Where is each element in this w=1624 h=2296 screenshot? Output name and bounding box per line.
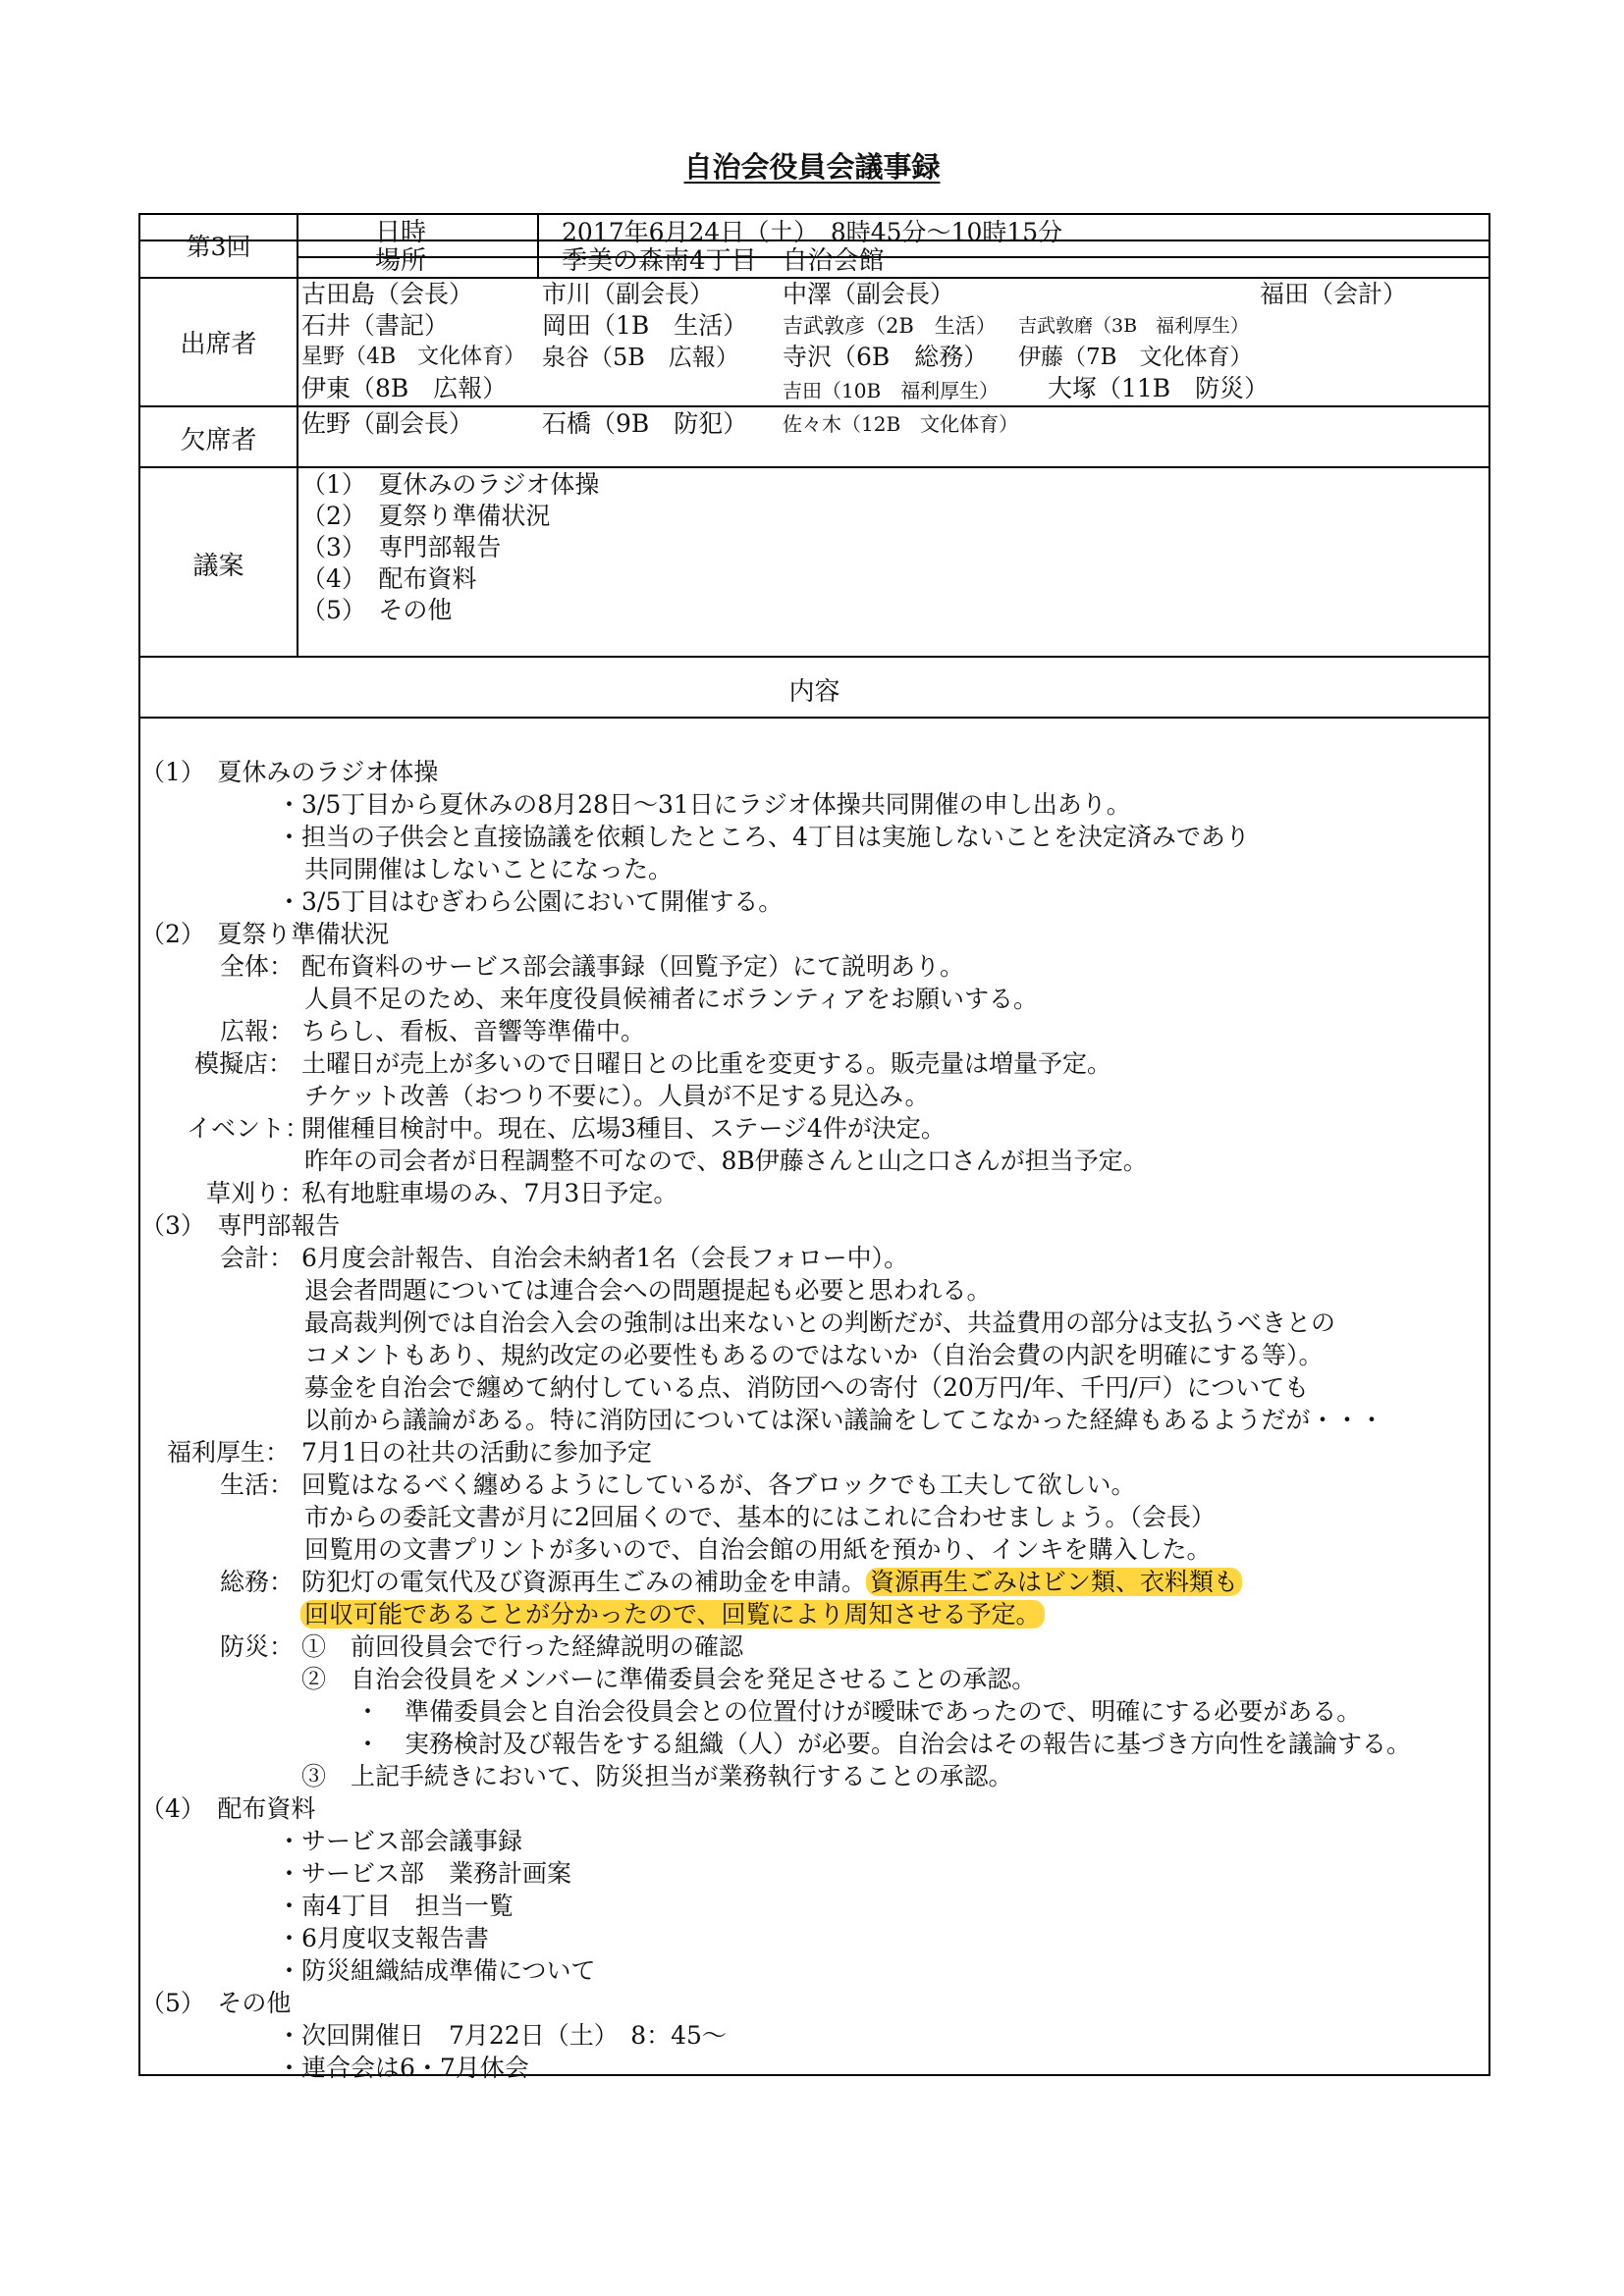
text-line: ② 自治会役員をメンバーに準備委員会を発足させることの承認。 (301, 1665, 1037, 1693)
bullet-line: ・担当の子供会と直接協議を依頼したところ、4丁目は実施しないことを決定済みであり (277, 823, 1250, 851)
agenda-label: 議案 (192, 552, 244, 581)
bullet-line: ・3/5丁目はむぎわら公園において開催する。 (277, 887, 784, 916)
item-label: 全体： (220, 952, 295, 981)
text-line (300, 1598, 1045, 1630)
text-line: チケット改善（おつり不要に）。人員が不足する見込み。 (304, 1082, 930, 1110)
text-line: ③ 上記手続きにおいて、防災担当が業務執行することの承認。 (301, 1762, 1013, 1790)
attendees-label: 出席者 (180, 330, 257, 359)
attendee: 岡田（1B 生活） (542, 311, 748, 340)
text-line: 市からの委託文書が月に2回届くので、基本的にはこれに合わせましょう。（会長） (304, 1503, 1216, 1531)
attendee: 吉武敦磨（3B 福利厚生） (1018, 315, 1250, 337)
section-heading: （1） 夏休みのラジオ体操 (140, 758, 439, 786)
attendee: 伊藤（7B 文化体育） (1018, 345, 1253, 370)
text-line: 開催種目検討中。現在、広場3種目、ステージ4件が決定。 (301, 1114, 946, 1143)
bullet-line: ・3/5丁目から夏休みの8月28日～31日にラジオ体操共同開催の申し出あり。 (277, 790, 1131, 819)
date-value: 2017年6月24日（土） 8時45分～10時15分 (562, 218, 1063, 246)
text-line: 回覧はなるべく纏めるようにしているが、各ブロックでも工夫して欲しい。 (301, 1470, 1136, 1499)
text-line: 昨年の司会者が日程調整不可なので、8B伊藤さんと山之口さんが担当予定。 (304, 1147, 1148, 1175)
bullet-line: ・ 準備委員会と自治会役員会との位置付けが曖昧であったので、明確にする必要がある。 (355, 1697, 1362, 1726)
attendee: 吉武敦彦（2B 生活） (783, 314, 997, 338)
attendee: 中澤（副会長） (783, 280, 955, 308)
absentee: 佐野（副会長） (301, 409, 474, 438)
text-line: コメントもあり、規約改定の必要性もあるのではないか（自治会費の内訳を明確にする等）。 (304, 1341, 1324, 1369)
attendee: 伊東（8B 広報） (301, 374, 508, 402)
section-heading: （2） 夏祭り準備状況 (140, 920, 390, 948)
text-line: 配布資料のサービス部会議事録（回覧予定）にて説明あり。 (301, 952, 965, 981)
text-line: ① 前回役員会で行った経緯説明の確認 (301, 1632, 744, 1661)
bullet-line: ・サービス部 業務計画案 (277, 1859, 572, 1888)
item-label: 草刈り： (206, 1179, 305, 1207)
text-line: 土曜日が売上が多いので日曜日との比重を変更する。販売量は増量予定。 (301, 1049, 1112, 1078)
attendee: 大塚（11B 防災） (1048, 374, 1270, 402)
item-label: 模擬店： (194, 1049, 294, 1078)
attendee: 古田島（会長） (301, 280, 474, 308)
item-label: 会計： (220, 1244, 295, 1272)
bullet-line: ・ 実務検討及び報告をする組織（人）が必要。自治会はその報告に基づき方向性を議論する。 (355, 1730, 1412, 1758)
attendee: 吉田（10B 福利厚生） (783, 379, 1000, 402)
highlighted-text: 回収可能であることが分かったので、回覧により周知させる予定。 (300, 1600, 1045, 1629)
agenda-item: （4） 配布資料 (301, 564, 477, 593)
date-label: 日時 (375, 218, 427, 247)
text-line: 募金を自治会で纏めて納付している点、消防団への寄付（20万円/年、千円/戸）についても (304, 1373, 1310, 1402)
section-heading: （4） 配布資料 (140, 1794, 316, 1823)
agenda-item: （3） 専門部報告 (301, 533, 502, 561)
section-heading: （3） 専門部報告 (140, 1211, 341, 1240)
section-heading: （5） その他 (140, 1989, 292, 2017)
bullet-line: ・連合会は6・7月休会 (277, 2054, 529, 2082)
attendee: 泉谷（5B 広報） (542, 344, 739, 371)
bullet-line: ・南4丁目 担当一覧 (277, 1892, 514, 1920)
attendee: 石井（書記） (301, 311, 450, 340)
absentee: 佐々木（12B 文化体育） (783, 412, 1019, 436)
agenda-item: （1） 夏休みのラジオ体操 (301, 470, 600, 499)
document-title: 自治会役員会議事録 (683, 150, 941, 184)
text-line: 共同開催はしないことになった。 (304, 855, 674, 883)
item-label: 生活： (220, 1470, 295, 1499)
text-line: 以前から議論がある。特に消防団については深い議論をしてこなかった経緯もあるようだが・・・ (304, 1406, 1384, 1434)
attendee: 市川（副会長） (542, 280, 715, 308)
meeting-number: 第3回 (186, 233, 251, 261)
subsidy-text: 防犯灯の電気代及び資源再生ごみの補助金を申請。 (301, 1568, 867, 1596)
bullet-line: ・6月度収支報告書 (277, 1924, 489, 1952)
item-label: イベント： (187, 1114, 310, 1143)
agenda-item: （2） 夏祭り準備状況 (301, 502, 551, 530)
bullet-line: ・防災組織結成準備について (277, 1956, 596, 1985)
text-line: 私有地駐車場のみ、7月3日予定。 (301, 1179, 678, 1207)
text-line (301, 1566, 1242, 1598)
text-line: 7月1日の社共の活動に参加予定 (301, 1438, 652, 1467)
absentees-label: 欠席者 (180, 426, 257, 455)
bullet-line: ・サービス部会議事録 (277, 1827, 523, 1855)
attendee: 福田（会計） (1260, 280, 1408, 308)
place-value: 季美の森南4丁目 自治会館 (562, 246, 885, 276)
attendee: 星野（4B 文化体育） (301, 345, 526, 369)
text-line: 退会者問題については連合会への問題提起も必要と思われる。 (304, 1276, 992, 1305)
item-label: 防災： (220, 1632, 295, 1661)
text-line: 回覧用の文書プリントが多いので、自治会館の用紙を預かり、インキを購入した。 (304, 1535, 1212, 1564)
text-line: 人員不足のため、来年度役員候補者にボランティアをお願いする。 (304, 985, 1039, 1013)
bullet-line: ・次回開催日 7月22日（土） 8：45～ (277, 2021, 727, 2050)
highlighted-text: 資源再生ごみはビン類、衣料類も (866, 1568, 1242, 1596)
absentee: 石橋（9B 防犯） (542, 409, 748, 438)
text-line: 6月度会計報告、自治会未納者1名（会長フォロー中）。 (301, 1244, 909, 1272)
text-line: 最高裁判例では自治会入会の強制は出来ないとの判断だが、共益費用の部分は支払うべきとの (304, 1308, 1336, 1337)
place-label: 場所 (375, 246, 427, 276)
content-header: 内容 (788, 677, 840, 707)
item-label: 広報： (220, 1017, 295, 1045)
item-label: 総務： (220, 1568, 295, 1596)
text-line: ちらし、看板、音響等準備中。 (301, 1017, 646, 1045)
agenda-item: （5） その他 (301, 596, 453, 624)
item-label: 福利厚生： (167, 1438, 291, 1467)
attendee: 寺沢（6B 総務） (783, 343, 989, 371)
